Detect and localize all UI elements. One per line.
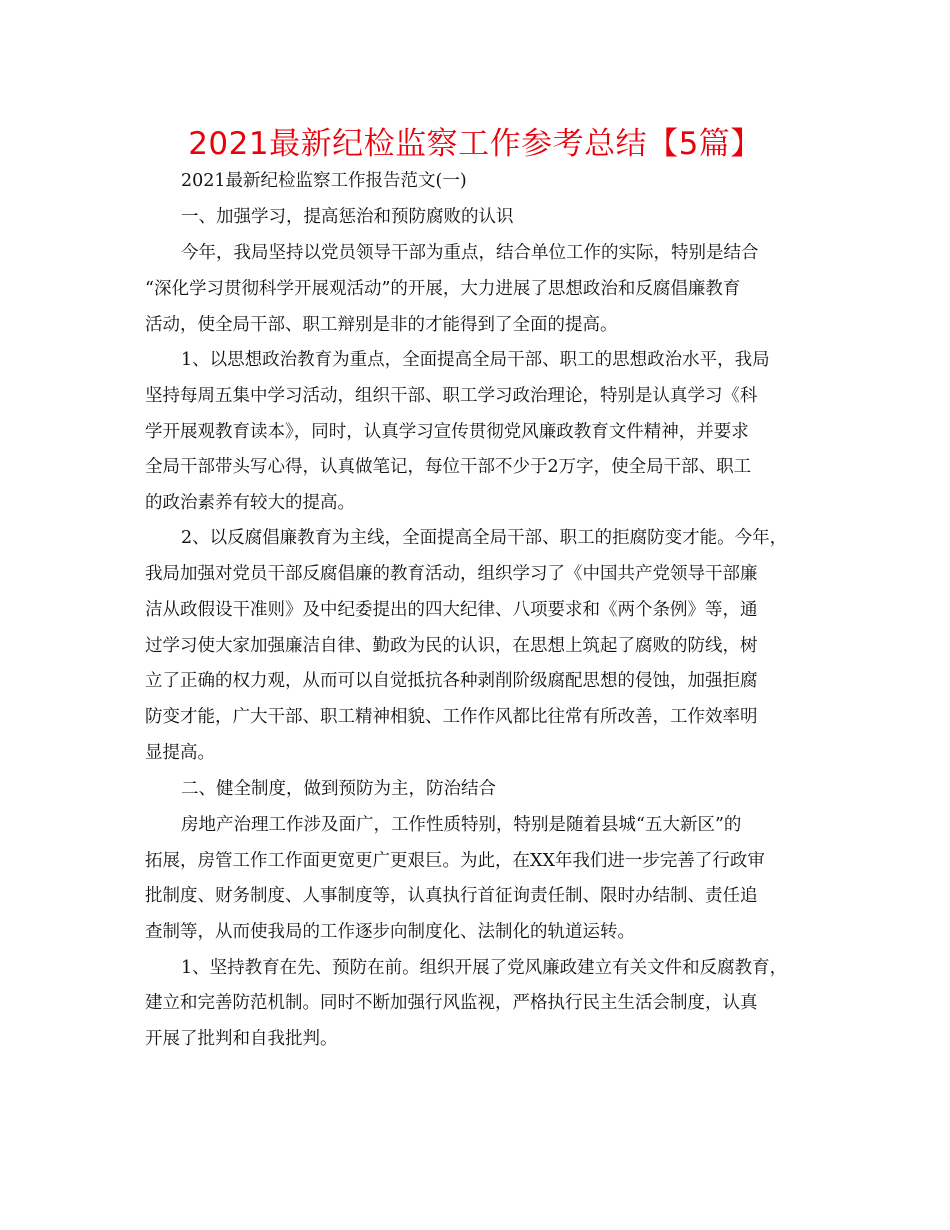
body-line: 房地产治理工作涉及面广，工作性质特别，特别是随着县城“五大新区”的	[181, 815, 742, 835]
body-line: 学开展观教育读本》，同时，认真学习宣传贯彻党风廉政教育文件精神，并要求	[145, 422, 749, 442]
body-line: 全局干部带头写心得，认真做笔记，每位干部不少于2万字，使全局干部、职工	[145, 457, 752, 477]
body-line: 洁从政假设干准则》及中纪委提出的四大纪律、八项要求和《两个条例》等，通	[145, 600, 758, 620]
body-line: 我局加强对党员干部反腐倡廉的教育活动，组织学习了《中国共产党领导干部廉	[145, 564, 758, 584]
body-line: 的政治素养有较大的提高。	[145, 493, 355, 513]
body-line: 批制度、财务制度、人事制度等，认真执行首征询责任制、限时办结制、责任追	[145, 886, 758, 906]
body-line: 1、坚持教育在先、预防在前。组织开展了党风廉政建立有关文件和反腐教育，	[181, 958, 788, 978]
body-line: 显提高。	[145, 743, 215, 763]
document-title: 2021最新纪检监察工作参考总结【5篇】	[188, 126, 762, 162]
section-heading: 二、健全制度，做到预防为主，防治结合	[181, 779, 496, 799]
body-line: 防变才能，广大干部、职工精神相貌、工作作风都比往常有所改善，工作效率明	[145, 707, 758, 727]
body-line: 开展了批判和自我批判。	[145, 1029, 338, 1049]
body-line: 查制等，从而使我局的工作逐步向制度化、法制化的轨道运转。	[145, 922, 635, 942]
body-line: 拓展，房管工作工作面更宽更广更艰巨。为此，在XX年我们进一步完善了行政审	[145, 851, 765, 871]
body-line: 2、以反腐倡廉教育为主线，全面提高全局干部、职工的拒腐防变才能。今年，	[181, 528, 788, 548]
body-line: 今年，我局坚持以党员领导干部为重点，结合单位工作的实际，特别是结合	[181, 243, 759, 263]
body-line: 过学习使大家加强廉洁自律、勤政为民的认识，在思想上筑起了腐败的防线，树	[145, 636, 758, 656]
body-line: 1、以思想政治教育为重点，全面提高全局干部、职工的思想政治水平，我局	[181, 350, 770, 370]
body-line: 一、加强学习，提高惩治和预防腐败的认识	[181, 207, 514, 227]
section-heading: 2021最新纪检监察工作报告范文(一)	[181, 171, 467, 191]
body-line: “深化学习贯彻科学开展观活动”的开展，大力进展了思想政治和反腐倡廉教育	[145, 279, 741, 299]
body-line: 活动，使全局干部、职工辩别是非的才能得到了全面的提高。	[145, 315, 618, 335]
body-line: 建立和完善防范机制。同时不断加强行风监视，严格执行民主生活会制度，认真	[145, 993, 758, 1013]
body-line: 坚持每周五集中学习活动，组织干部、职工学习政治理论，特别是认真学习《科	[145, 386, 758, 406]
body-line: 立了正确的权力观，从而可以自觉抵抗各种剥削阶级腐配思想的侵蚀，加强拒腐	[145, 671, 758, 691]
